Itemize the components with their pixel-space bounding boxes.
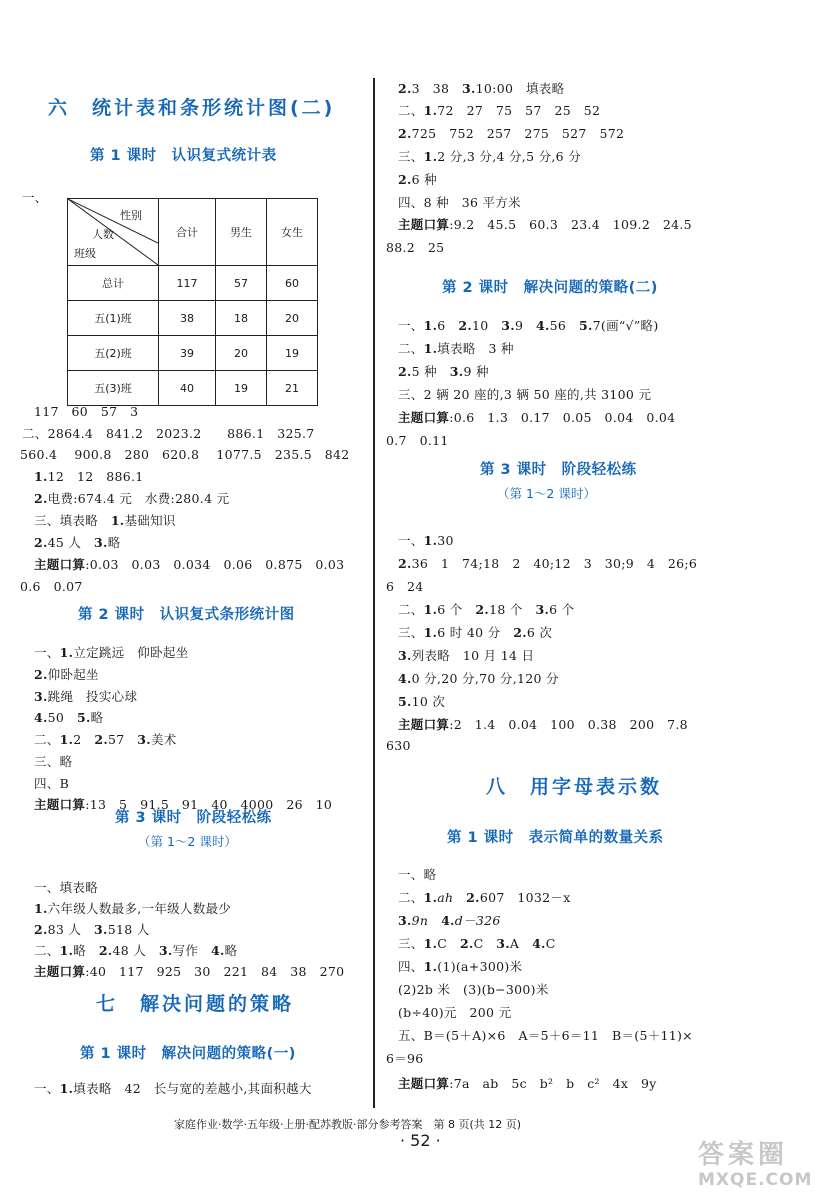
answer-line: 一、1.立定跳远 仰卧起坐 [34,645,189,660]
column-divider [373,78,375,1108]
answer-line: 4.50 5.略 [34,710,104,725]
footer-text: 家庭作业·数学·五年级·上册·配苏教版·部分参考答案 第 8 页(共 12 页) [174,1118,522,1131]
watermark-logo [698,1140,820,1196]
answer-line: 3.列表略 10 月 14 日 [398,648,535,663]
answer-line: 一、1.填表略 42 长与宽的差越小,其面积越大 [34,1081,312,1096]
row-name: 五(3)班 [68,371,159,406]
table-corner-cell [68,199,159,266]
watermark-url: MXQE.COM [698,1170,813,1190]
answer-line: 2.5 种 3.9 种 [398,364,489,379]
answer-line: 一、填表略 [34,880,99,895]
answer-line: 一、略 [398,867,437,882]
answer-line: 2.6 种 [398,172,437,187]
row-name: 总计 [68,266,159,301]
answer-line: 5.10 次 [398,694,446,709]
lesson-3-title: 第 3 课时 阶段轻松练 [115,810,272,826]
mental-math-line: 主题口算:2 1.4 0.04 100 0.38 200 7.8 [398,717,688,732]
cell: 19 [216,371,267,406]
cell: 60 [267,266,318,301]
lesson-8-1-title: 第 1 课时 表示简单的数量关系 [447,830,664,846]
answer-line: 1.12 12 886.1 [34,469,144,484]
answer-line: 二、1.填表略 3 种 [398,341,514,356]
cell: 18 [216,301,267,336]
lesson-2-title: 第 2 课时 认识复式条形统计图 [78,607,295,623]
corner-gender: 性别 [120,209,142,222]
answer-line: 二、1.ah 2.607 1032－x [398,890,571,905]
answer-line: 三、1.2 分,3 分,4 分,5 分,6 分 [398,149,581,164]
cell: 20 [216,336,267,371]
answer-line: 2.36 1 74;18 2 40;12 3 30;9 4 26;6 [398,556,698,571]
mental-math-line: 主题口算:40 117 925 30 221 84 38 270 [34,964,345,979]
answer-line: 4.0 分,20 分,70 分,120 分 [398,671,559,686]
stat-table [67,198,318,406]
answer-line: 2.电费:674.4 元 水费:280.4 元 [34,491,230,506]
cell: 40 [159,371,216,406]
answer-line: 6＝96 [386,1051,424,1066]
table-row [68,336,318,371]
lesson-7-3-subtitle: （第 1～2 课时） [497,486,596,501]
answer-line: 四、B [34,776,70,791]
cell: 19 [267,336,318,371]
answer-line: 88.2 25 [386,240,445,255]
answer-line: (b÷40)元 200 元 [398,1005,512,1020]
answer-line: 一、1.30 [398,533,454,548]
cell: 117 [159,266,216,301]
answer-line: 560.4 900.8 280 620.8 1077.5 235.5 842 [20,447,350,462]
table-row [68,371,318,406]
mental-math-line: 主题口算:0.6 1.3 0.17 0.05 0.04 0.04 [398,410,676,425]
answer-line: 2.725 752 257 275 527 572 [398,126,625,141]
answer-line: 三、2 辆 20 座的,3 辆 50 座的,共 3100 元 [398,387,652,402]
cell: 39 [159,336,216,371]
mental-math-line: 主题口算:7a ab 5c b² b c² 4x 9y [398,1076,657,1091]
lesson-7-3-title: 第 3 课时 阶段轻松练 [480,462,637,478]
answer-line: 二、1.略 2.48 人 3.写作 4.略 [34,943,238,958]
header-girls: 女生 [267,199,318,266]
page-number: · 52 · [400,1131,441,1150]
header-total: 合计 [159,199,216,266]
answer-line: 四、8 种 36 平方米 [398,195,521,210]
header-boys: 男生 [216,199,267,266]
answer-line: 四、1.(1)(a+300)米 [398,959,523,974]
answer-line: 2.45 人 3.略 [34,535,121,550]
row-name: 五(1)班 [68,301,159,336]
chapter-8-title: 八 用字母表示数 [486,776,663,798]
mental-math-line: 主题口算:13 5 91.5 91 40 4000 26 10 [34,797,333,812]
cell: 21 [267,371,318,406]
answer-line: 6 24 [386,579,424,594]
answer-line: 1.六年级人数最多,一年级人数最少 [34,901,232,916]
corner-class: 班级 [74,247,96,260]
answer-line: 二、1.6 个 2.18 个 3.6 个 [398,602,575,617]
answer-line: 0.7 0.11 [386,433,449,448]
answer-line: 2.83 人 3.518 人 [34,922,150,937]
row-name: 五(2)班 [68,336,159,371]
answer-line: 117 60 57 3 [34,404,139,419]
answer-line: 三、填表略 1.基础知识 [34,513,176,528]
table-row [68,301,318,336]
answer-line: 3.跳绳 投实心球 [34,689,138,704]
table-row [68,266,318,301]
mental-math-line: 主题口算:9.2 45.5 60.3 23.4 109.2 24.5 [398,217,692,232]
cell: 20 [267,301,318,336]
lesson-1-title: 第 1 课时 认识复式统计表 [90,148,277,164]
lesson-7-2-title: 第 2 课时 解决问题的策略(二) [442,280,658,296]
answer-line: 五、B＝(5＋A)×6 A＝5＋6＝11 B＝(5＋11)× [398,1028,693,1043]
answer-line: 一、1.6 2.10 3.9 4.56 5.7(画“√”略) [398,318,659,333]
chapter-6-title: 六 统计表和条形统计图(二) [48,97,336,119]
answer-line: 三、略 [34,754,73,769]
answer-line: 三、1.6 时 40 分 2.6 次 [398,625,553,640]
answer-line: 2.仰卧起坐 [34,667,99,682]
mental-math-line: 主题口算:0.03 0.03 0.034 0.06 0.875 0.03 [34,557,345,572]
answer-line: 二、1.72 27 75 57 25 52 [398,103,601,118]
answer-line: 三、1.C 2.C 3.A 4.C [398,936,556,951]
answer-line: 0.6 0.07 [20,579,83,594]
answer-line: (2)2b 米 (3)(b−300)米 [398,982,549,997]
lesson-7-1-title: 第 1 课时 解决问题的策略(一) [80,1046,296,1062]
chapter-7-title: 七 解决问题的策略 [96,993,295,1015]
cell: 38 [159,301,216,336]
answer-line: 3.9n 4.d－326 [398,913,501,928]
lesson-3-subtitle: （第 1～2 课时） [138,834,237,849]
q1-label: 一、 [22,190,48,205]
corner-people: 人数 [92,228,114,241]
answer-line: 2.3 38 3.10:00 填表略 [398,81,565,96]
answer-line: 二、1.2 2.57 3.美术 [34,732,177,747]
answer-line: 二、2864.4 841.2 2023.2 886.1 325.7 [22,426,315,441]
cell: 57 [216,266,267,301]
watermark-title: 答案圈 [698,1140,789,1170]
answer-line: 630 [386,738,411,753]
